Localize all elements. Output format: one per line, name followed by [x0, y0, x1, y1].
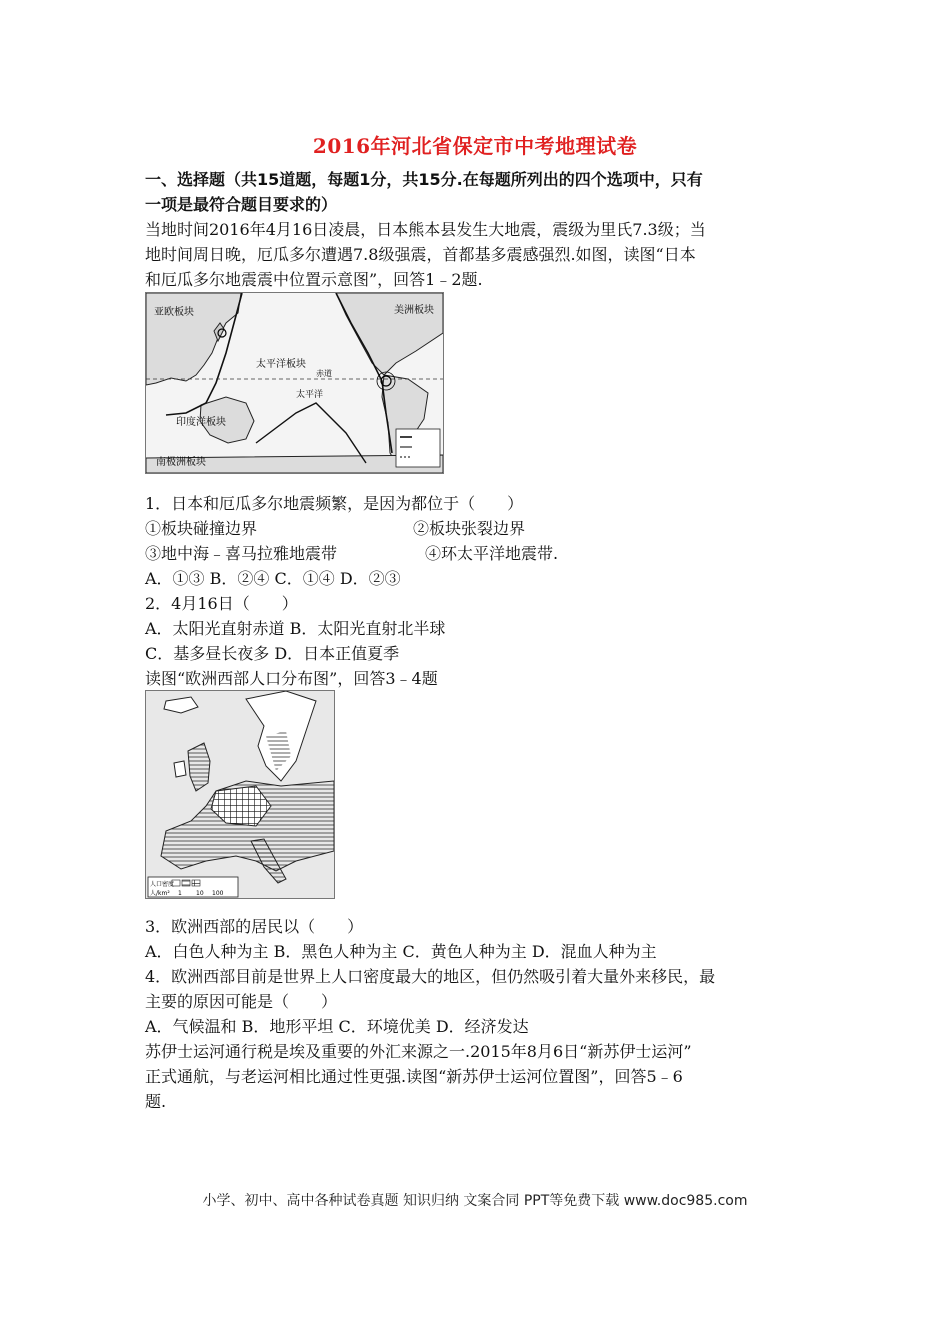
q1-option-2: ②板块张裂边界 — [413, 519, 526, 538]
q3-choices: A．白色人种为主 B．黑色人种为主 C．黄色人种为主 D．混血人种为主 — [145, 942, 657, 961]
q1-option-4: ④环太平洋地震带. — [425, 544, 559, 563]
europe-population-map-figure — [145, 690, 335, 899]
section-heading-line-1: 一、选择题（共15道题，每题1分，共15分.在每题所列出的四个选项中，只有 — [145, 170, 703, 189]
q1-option-1: ①板块碰撞边界 — [145, 519, 258, 538]
map1-label-antarctic: 南极洲板块 — [156, 457, 206, 468]
q3-stem: 3．欧洲西部的居民以（ ） — [145, 917, 364, 936]
passage3-line-3: 题. — [145, 1092, 167, 1111]
map1-label-ocean: 太平洋 — [296, 390, 324, 400]
q1-option-3: ③地中海﹣喜马拉雅地震带 — [145, 544, 338, 563]
passage3-line-2: 正式通航，与老运河相比通过性更强.读图“新苏伊士运河位置图”，回答5﹣6 — [145, 1067, 683, 1086]
section-heading-line-2: 一项是最符合题目要求的） — [145, 195, 338, 214]
q2-choices-2: C．基多昼长夜多 D．日本正值夏季 — [145, 644, 400, 663]
map1-label-american: 美洲板块 — [394, 305, 434, 316]
passage1-line-2: 地时间周日晚，厄瓜多尔遭遇7.8级强震，首都基多震感强烈.如图，读图“日本 — [145, 245, 696, 264]
map2-legend-value-10: 10 — [196, 890, 204, 897]
page-footer: 小学、初中、高中各种试卷真题 知识归纳 文案合同 PPT等免费下载 www.doc985.com — [202, 1193, 748, 1209]
q1-choices: A．①③ B．②④ C．①④ D．②③ — [145, 569, 401, 588]
europe-map-image — [146, 691, 334, 898]
plate-map-figure — [145, 292, 444, 474]
q2-choices-1: A．太阳光直射赤道 B．太阳光直射北半球 — [145, 619, 446, 638]
map1-label-indian: 印度洋板块 — [176, 417, 226, 428]
map2-legend-value-1: 1 — [178, 890, 182, 897]
q1-stem: 1．日本和厄瓜多尔地震频繁，是因为都位于（ ） — [145, 494, 524, 513]
passage1-line-1: 当地时间2016年4月16日凌晨，日本熊本县发生大地震，震级为里氏7.3级；当 — [145, 220, 706, 239]
passage1-line-3: 和厄瓜多尔地震震中位置示意图”，回答1﹣2题. — [145, 270, 483, 289]
map1-label-pacific: 太平洋板块 — [256, 359, 306, 370]
q4-stem-line-2: 主要的原因可能是（ ） — [145, 992, 338, 1011]
intro-figure-2: 读图“欧洲西部人口分布图”，回答3﹣4题 — [145, 669, 438, 688]
q4-stem-line-1: 4．欧洲西部目前是世界上人口密度最大的地区，但仍然吸引着大量外来移民，最 — [145, 967, 716, 986]
map1-label-equator: 赤道 — [316, 369, 332, 378]
page-title: 2016年河北省保定市中考地理试卷 — [312, 134, 638, 158]
passage3-line-1: 苏伊士运河通行税是埃及重要的外汇来源之一.2015年8月6日“新苏伊士运河” — [145, 1042, 692, 1061]
map2-legend-value-100: 100 — [212, 890, 224, 897]
q4-choices: A．气候温和 B．地形平坦 C．环境优美 D．经济发达 — [145, 1017, 529, 1036]
map1-label-eurasian: 亚欧板块 — [154, 307, 194, 318]
q2-stem: 2．4月16日（ ） — [145, 594, 298, 613]
plate-map-image — [146, 293, 443, 473]
section-heading — [145, 167, 805, 217]
map2-legend-unit: 人/km² — [150, 890, 170, 897]
map2-legend-title: 人口密度 — [150, 881, 175, 888]
